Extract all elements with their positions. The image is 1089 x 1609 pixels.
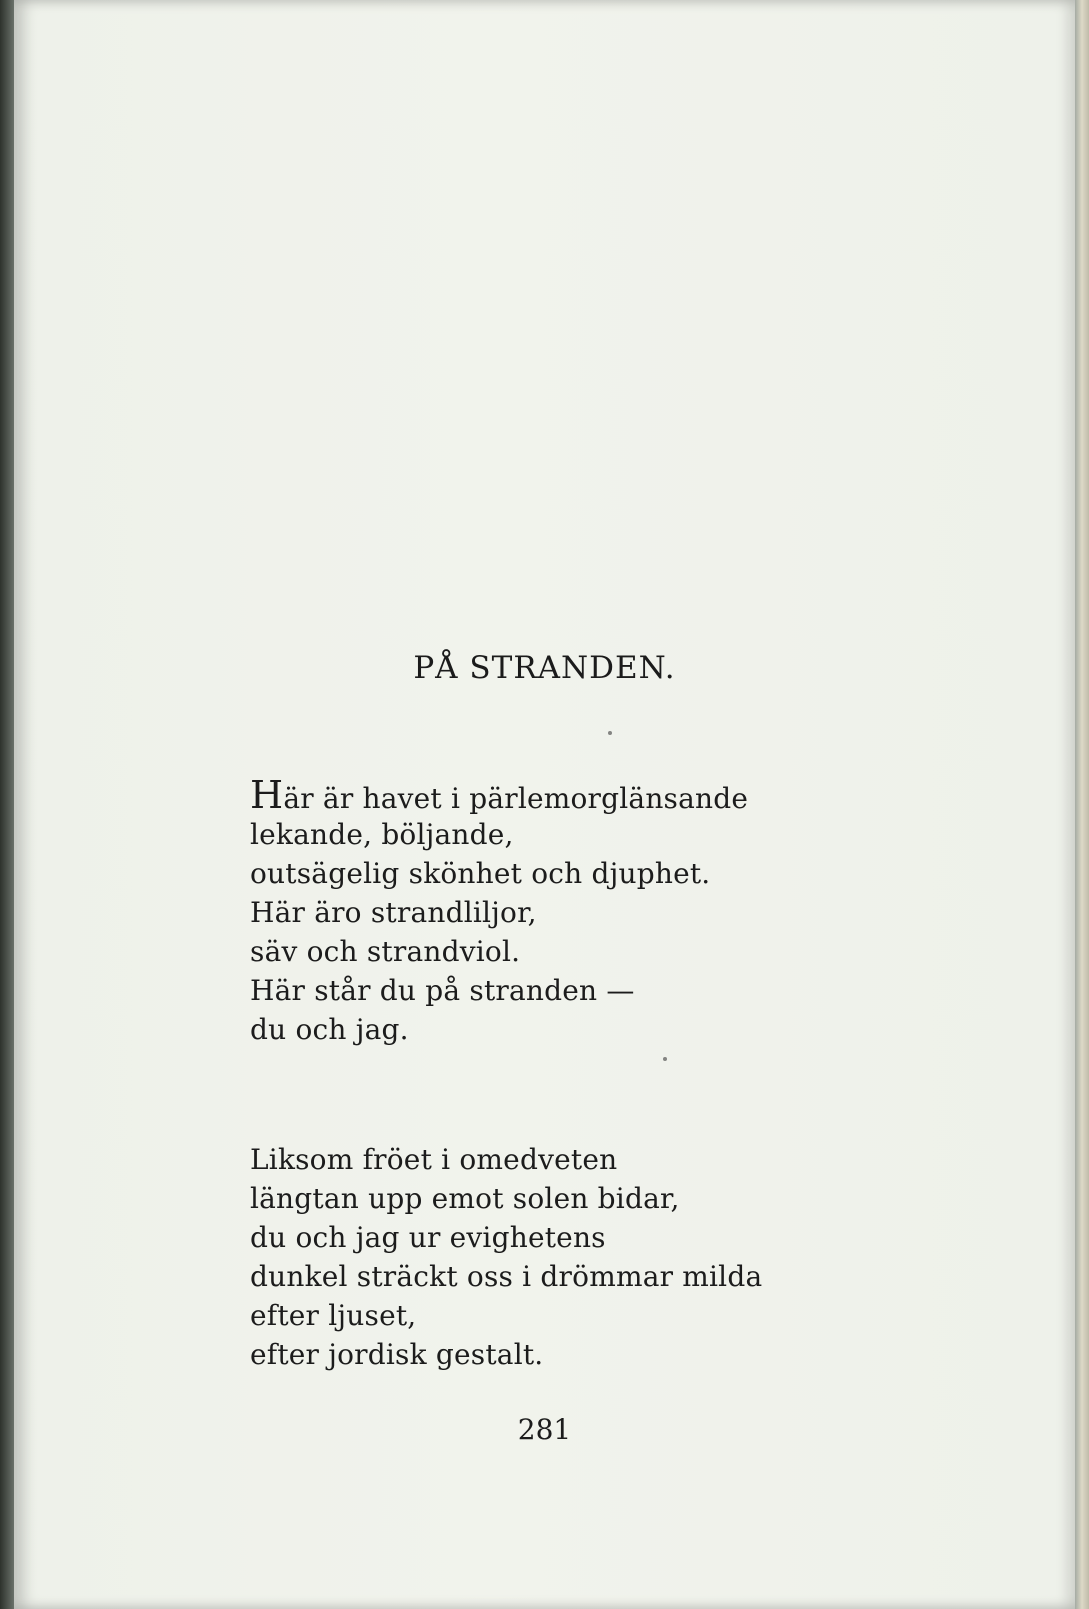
poem-line: outsägelig skönhet och djuphet. [250,857,711,890]
poem-line: Här äro strandliljor, [250,896,537,929]
ink-speck [608,731,612,735]
poem-line: längtan upp emot solen bidar, [250,1182,680,1215]
poem-line: efter ljuset, [250,1299,417,1332]
book-gutter-shadow [0,0,14,1609]
page-number: 281 [517,1413,572,1446]
poem-line: Här är havet i pärlemorglänsande [250,773,749,817]
book-page [14,0,1075,1609]
poem-line: Liksom fröet i omedveten [250,1143,618,1176]
stanza-2 [250,1140,870,1374]
poem-line: Här står du på stranden — [250,974,635,1007]
poem-line: lekande, böljande, [250,818,514,851]
ink-speck [663,1057,667,1061]
poem-line: säv och strandviol. [250,935,521,968]
poem-line: du och jag. [250,1013,409,1046]
poem-title: PÅ STRANDEN. [413,650,676,686]
poem-line: efter jordisk gestalt. [250,1338,544,1371]
book-page-edge [1075,0,1089,1609]
poem-line: dunkel sträckt oss i drömmar milda [250,1260,763,1293]
poem-line: du och jag ur evighetens [250,1221,606,1254]
stanza-1 [250,773,870,1049]
